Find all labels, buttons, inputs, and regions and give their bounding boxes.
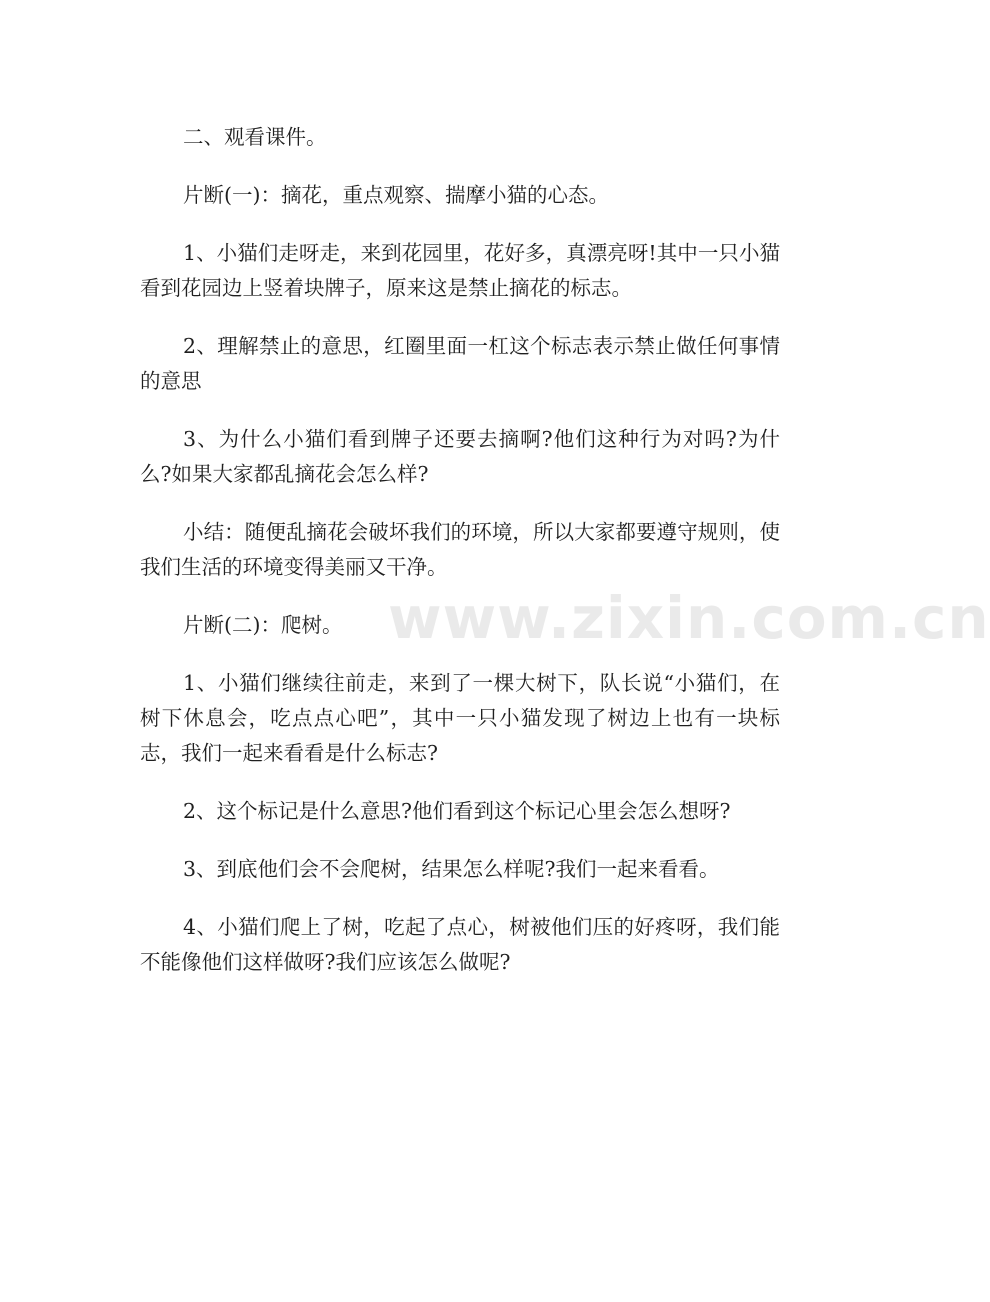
paragraph-segment-two-item-3: 3、到底他们会不会爬树，结果怎么样呢?我们一起来看看。	[183, 857, 720, 881]
site-watermark: www.zixin.com.cn	[388, 584, 990, 652]
section-heading-courseware: 二、观看课件。	[183, 125, 327, 149]
paragraph-segment-one-summary: 小结：随便乱摘花会破坏我们的环境，所以大家都要遵守规则，使我们生活的环境变得美丽又干净。	[140, 520, 780, 579]
paragraph-segment-two-item-2: 2、这个标记是什么意思?他们看到这个标记心里会怎么想呀?	[183, 799, 731, 823]
document-body	[140, 120, 780, 1003]
paragraph-segment-two-item-4: 4、小猫们爬上了树，吃起了点心，树被他们压的好疼呀，我们能不能像他们这样做呀?我们应该怎么做呢?	[140, 915, 780, 974]
paragraph-segment-one-item-2: 2、理解禁止的意思，红圈里面一杠这个标志表示禁止做任何事情的意思	[140, 334, 780, 393]
paragraph-segment-one-item-1: 1、小猫们走呀走，来到花园里，花好多，真漂亮呀!其中一只小猫看到花园边上竖着块牌子，原来这是禁止摘花的标志。	[140, 241, 780, 300]
paragraph-segment-one-item-3: 3、为什么小猫们看到牌子还要去摘啊?他们这种行为对吗?为什么?如果大家都乱摘花会怎么样?	[140, 427, 780, 486]
segment-one-title: 片断(一)：摘花，重点观察、揣摩小猫的心态。	[183, 183, 609, 207]
paragraph-segment-two-item-1: 1、小猫们继续往前走，来到了一棵大树下，队长说“小猫们，在树下休息会，吃点点心吧”，其中一只小猫发现了树边上也有一块标志，我们一起来看看是什么标志?	[140, 671, 780, 765]
segment-two-title: 片断(二)：爬树。	[183, 613, 343, 637]
